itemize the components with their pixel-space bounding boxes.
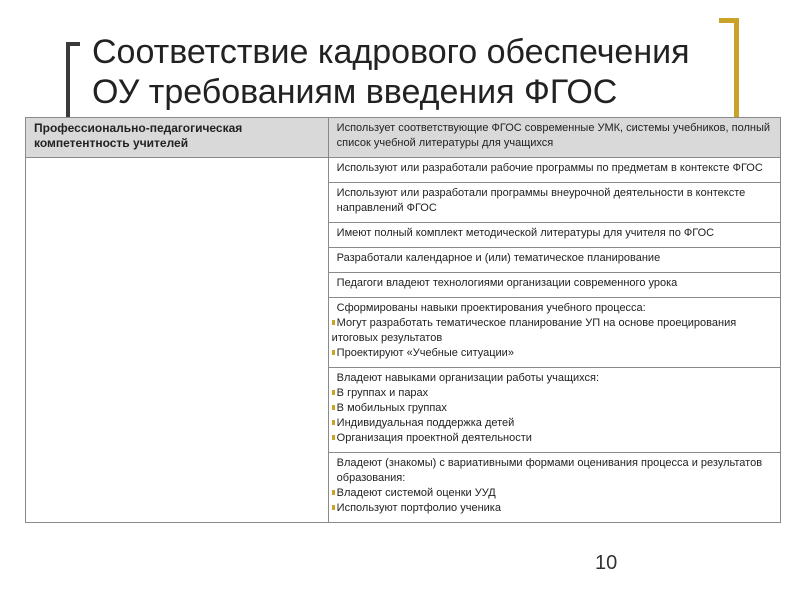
list-item bbox=[332, 346, 774, 361]
bullet-text: Используют портфолио ученика bbox=[336, 502, 501, 514]
bullet-text: В мобильных группах bbox=[336, 402, 447, 414]
bullet-icon bbox=[332, 420, 335, 425]
bullet-text: Проектируют «Учебные ситуации» bbox=[336, 347, 514, 359]
list-item bbox=[332, 386, 774, 401]
left-header-cell: Профессионально-педагогическая компетентность учителей bbox=[26, 118, 329, 158]
left-empty-cell bbox=[26, 158, 329, 523]
list-item bbox=[332, 316, 774, 346]
bullet-icon bbox=[332, 350, 335, 355]
bullet-list bbox=[331, 316, 774, 361]
list-item bbox=[332, 486, 774, 501]
list-item bbox=[332, 501, 774, 516]
table-cell bbox=[328, 223, 780, 248]
list-item bbox=[332, 416, 774, 431]
table-cell bbox=[328, 453, 780, 523]
cell-text: Использует соответствующие ФГОС современные УМК, системы учебников, полный список учебной литературы для учащихся bbox=[336, 122, 770, 149]
table-cell bbox=[328, 118, 780, 158]
table-cell bbox=[328, 273, 780, 298]
bullet-icon bbox=[332, 505, 335, 510]
bullet-icon bbox=[332, 435, 335, 440]
bullet-text: Могут разработать тематическое планирование УП на основе проецирования итоговых результатов bbox=[331, 317, 737, 344]
bullet-icon bbox=[332, 490, 335, 495]
bullet-icon bbox=[332, 320, 335, 325]
bullet-list bbox=[337, 386, 774, 446]
table-row bbox=[26, 118, 781, 158]
cell-text: Имеют полный комплект методической литературы для учителя по ФГОС bbox=[336, 227, 715, 239]
table-cell bbox=[328, 298, 780, 368]
cell-text: Педагоги владеют технологиями организации современного урока bbox=[336, 277, 678, 289]
bullet-text: Владеют системой оценки УУД bbox=[336, 487, 496, 499]
bullet-icon bbox=[332, 405, 335, 410]
page-number: 10 bbox=[595, 552, 618, 574]
list-item bbox=[332, 431, 774, 446]
table-cell bbox=[328, 248, 780, 273]
table-cell bbox=[328, 158, 780, 183]
table-cell bbox=[328, 368, 780, 453]
bullet-text: В группах и парах bbox=[336, 387, 429, 399]
bullet-list bbox=[337, 486, 774, 516]
list-item bbox=[332, 401, 774, 416]
cell-text: Разработали календарное и (или) тематическое планирование bbox=[336, 252, 661, 264]
slide-title: Соответствие кадрового обеспечения ОУ требованиям введения ФГОС bbox=[92, 33, 690, 111]
left-bracket-decoration bbox=[66, 42, 80, 124]
table-cell bbox=[328, 183, 780, 223]
cell-text: Сформированы навыки проектирования учебного процесса: bbox=[336, 302, 646, 314]
bullet-icon bbox=[332, 390, 335, 395]
bullet-text: Индивидуальная поддержка детей bbox=[336, 417, 515, 429]
bullet-text: Организация проектной деятельности bbox=[336, 432, 532, 444]
cell-text: Владеют навыками организации работы учащихся: bbox=[336, 372, 600, 384]
requirements-table bbox=[25, 117, 781, 523]
cell-text: Используют или разработали программы внеурочной деятельности в контексте направлений ФГОС bbox=[336, 187, 746, 214]
cell-text: Используют или разработали рабочие программы по предметам в контексте ФГОС bbox=[336, 162, 763, 174]
table-row bbox=[26, 158, 781, 183]
cell-text: Владеют (знакомы) с вариативными формами оценивания процесса и результатов образования: bbox=[336, 457, 763, 484]
